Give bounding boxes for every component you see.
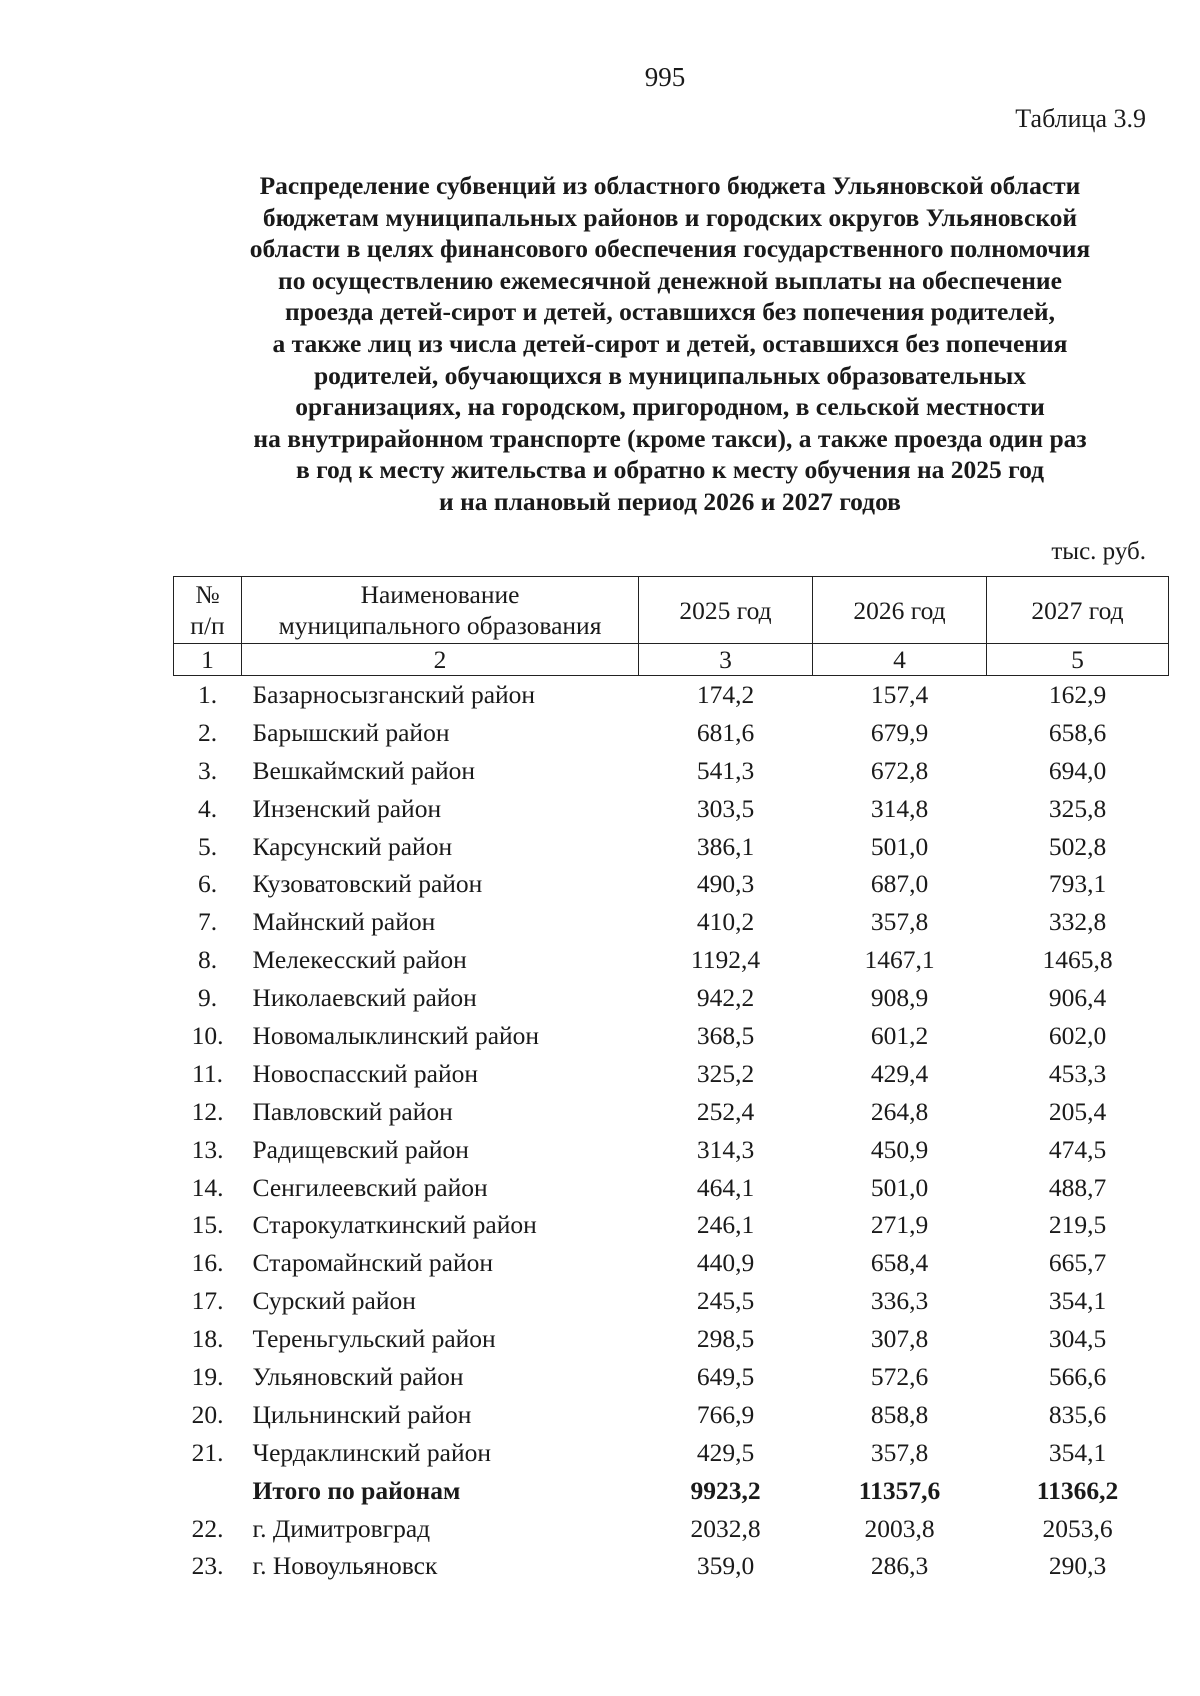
municipality-name: Старокулаткинский район xyxy=(252,1210,537,1240)
row-number: 11. xyxy=(192,1058,223,1088)
value-2027: 304,5 xyxy=(1048,1324,1107,1354)
table-row xyxy=(174,1017,1169,1055)
header-name xyxy=(242,577,639,644)
value-2027: 602,0 xyxy=(1048,1020,1107,1050)
table-row xyxy=(174,1320,1169,1358)
row-number: 8. xyxy=(197,945,218,975)
total-row xyxy=(174,1472,1169,1510)
row-number: 1. xyxy=(197,679,218,709)
title-line: и на плановый период 2026 и 2027 годов xyxy=(439,486,901,516)
header-num-line1: № xyxy=(195,580,220,609)
title-line: проезда детей-сирот и детей, оставшихся без попечения родителей, xyxy=(285,297,1055,327)
municipality-name: Майнский район xyxy=(252,907,436,937)
header-num xyxy=(174,577,242,644)
value-2026: 601,2 xyxy=(870,1020,929,1050)
municipality-name: Цильнинский район xyxy=(252,1399,472,1429)
value-2025: 490,3 xyxy=(696,869,755,899)
table-row xyxy=(174,752,1169,790)
municipality-name: Сенгилеевский район xyxy=(252,1172,488,1202)
row-number: 15. xyxy=(191,1210,224,1240)
table-row xyxy=(174,1396,1169,1434)
municipality-name: Новоспасский район xyxy=(252,1058,479,1088)
header-2027: 2027 год xyxy=(987,577,1169,644)
value-2026: 336,3 xyxy=(870,1286,929,1316)
value-2026: 672,8 xyxy=(870,755,929,785)
title-line: организациях, на городском, пригородном, в сельской местности xyxy=(295,392,1045,422)
table-header-row xyxy=(174,577,1169,644)
municipality-name: Чердаклинский район xyxy=(252,1437,491,1467)
value-2025: 681,6 xyxy=(696,717,755,747)
table-row xyxy=(174,790,1169,828)
value-2026: 687,0 xyxy=(870,869,929,899)
value-2026: 307,8 xyxy=(870,1324,929,1354)
value-2025: 245,5 xyxy=(696,1286,755,1316)
table-row xyxy=(174,1434,1169,1472)
value-2025: 649,5 xyxy=(696,1361,755,1391)
value-2026: 357,8 xyxy=(870,907,929,937)
municipality-name: Барышский район xyxy=(252,717,450,747)
value-2026: 286,3 xyxy=(870,1551,929,1581)
value-2025: 246,1 xyxy=(696,1210,755,1240)
column-number: 5 xyxy=(987,644,1169,676)
value-2027: 906,4 xyxy=(1048,983,1107,1013)
value-2025: 9923,2 xyxy=(690,1475,761,1505)
title-line: по осуществлению ежемесячной денежной выплаты на обеспечение xyxy=(278,265,1062,295)
row-number xyxy=(174,1472,242,1510)
value-2025: 359,0 xyxy=(696,1551,755,1581)
row-number: 2. xyxy=(197,717,218,747)
page-number: 995 xyxy=(644,62,686,92)
value-2027: 354,1 xyxy=(1048,1286,1107,1316)
title-line: на внутрирайонном транспорте (кроме такси), а также проезда один раз xyxy=(253,423,1087,453)
value-2026: 314,8 xyxy=(870,793,929,823)
row-number: 3. xyxy=(197,755,218,785)
table-row xyxy=(174,903,1169,941)
value-2026: 1467,1 xyxy=(864,945,935,975)
row-number: 14. xyxy=(191,1172,224,1202)
value-2025: 368,5 xyxy=(696,1020,755,1050)
municipality-name: Вешкаймский район xyxy=(252,755,476,785)
row-number: 21. xyxy=(191,1437,224,1467)
value-2027: 11366,2 xyxy=(1036,1475,1119,1505)
row-number: 12. xyxy=(191,1096,224,1126)
value-2026: 450,9 xyxy=(870,1134,929,1164)
title-line: области в целях финансового обеспечения государственного полномочия xyxy=(249,234,1091,264)
row-number: 19. xyxy=(191,1361,224,1391)
value-2026: 679,9 xyxy=(870,717,929,747)
municipality-name: Итого по районам xyxy=(252,1475,461,1505)
value-2026: 858,8 xyxy=(870,1399,929,1429)
municipality-name: Карсунский район xyxy=(252,831,453,861)
value-2027: 566,6 xyxy=(1048,1361,1107,1391)
municipality-name: Мелекесский район xyxy=(252,945,467,975)
value-2027: 325,8 xyxy=(1048,793,1107,823)
municipality-name: Радищевский район xyxy=(252,1134,469,1164)
row-number: 16. xyxy=(191,1248,224,1278)
table-row xyxy=(174,1510,1169,1548)
row-number: 7. xyxy=(197,907,218,937)
value-2027: 219,5 xyxy=(1048,1210,1107,1240)
value-2025: 766,9 xyxy=(696,1399,755,1429)
table-row xyxy=(174,1244,1169,1282)
value-2025: 174,2 xyxy=(696,679,755,709)
municipality-name: Павловский район xyxy=(252,1096,453,1126)
value-2027: 290,3 xyxy=(1048,1551,1107,1581)
value-2026: 2003,8 xyxy=(864,1513,935,1543)
value-2027: 1465,8 xyxy=(1042,945,1113,975)
municipality-name: г. Димитровград xyxy=(252,1513,431,1543)
units-label: тыс. руб. xyxy=(1051,538,1146,565)
title-line: в год к месту жительства и обратно к месту обучения на 2025 год xyxy=(295,455,1045,485)
row-number: 10. xyxy=(191,1020,224,1050)
table-row xyxy=(174,941,1169,979)
value-2025: 386,1 xyxy=(696,831,755,861)
value-2026: 501,0 xyxy=(870,1172,929,1202)
row-number: 17. xyxy=(191,1286,224,1316)
municipality-name: Старомайнский район xyxy=(252,1248,494,1278)
table-label: Таблица 3.9 xyxy=(1015,104,1146,133)
municipality-name: Сурский район xyxy=(252,1286,416,1316)
table-row xyxy=(174,714,1169,752)
municipality-name: Тереньгульский район xyxy=(252,1324,496,1354)
subsidy-table xyxy=(173,576,1169,1585)
value-2026: 264,8 xyxy=(870,1096,929,1126)
value-2027: 354,1 xyxy=(1048,1437,1107,1467)
value-2027: 332,8 xyxy=(1048,907,1107,937)
header-name-line1: Наименование xyxy=(360,580,520,609)
value-2027: 835,6 xyxy=(1048,1399,1107,1429)
table-row xyxy=(174,1358,1169,1396)
title-line: родителей, обучающихся в муниципальных образовательных xyxy=(313,360,1027,390)
table-row xyxy=(174,1055,1169,1093)
table-row xyxy=(174,1206,1169,1244)
table-row xyxy=(174,676,1169,714)
table-row xyxy=(174,828,1169,866)
table-row xyxy=(174,865,1169,903)
value-2026: 157,4 xyxy=(870,679,929,709)
value-2027: 2053,6 xyxy=(1042,1513,1113,1543)
value-2027: 665,7 xyxy=(1048,1248,1107,1278)
value-2025: 325,2 xyxy=(696,1058,755,1088)
table-row xyxy=(174,1093,1169,1131)
municipality-name: Кузоватовский район xyxy=(252,869,483,899)
row-number: 20. xyxy=(191,1399,224,1429)
column-number: 3 xyxy=(639,644,813,676)
municipality-name: Базарносызганский район xyxy=(252,679,536,709)
value-2026: 357,8 xyxy=(870,1437,929,1467)
municipality-name: Новомалыклинский район xyxy=(252,1020,540,1050)
value-2027: 793,1 xyxy=(1048,869,1107,899)
value-2027: 658,6 xyxy=(1048,717,1107,747)
table-row xyxy=(174,979,1169,1017)
row-number: 18. xyxy=(191,1324,224,1354)
column-number: 4 xyxy=(813,644,987,676)
municipality-name: Инзенский район xyxy=(252,793,442,823)
value-2026: 908,9 xyxy=(870,983,929,1013)
value-2025: 252,4 xyxy=(696,1096,755,1126)
value-2025: 942,2 xyxy=(696,983,755,1013)
row-number: 5. xyxy=(197,831,218,861)
value-2025: 298,5 xyxy=(696,1324,755,1354)
title-line: а также лиц из числа детей-сирот и детей, оставшихся без попечения xyxy=(272,328,1068,358)
table-body xyxy=(174,676,1169,1586)
municipality-name: г. Новоульяновск xyxy=(252,1551,438,1581)
value-2026: 271,9 xyxy=(870,1210,929,1240)
table-row xyxy=(174,1282,1169,1320)
value-2026: 572,6 xyxy=(870,1361,929,1391)
column-number: 1 xyxy=(174,644,242,676)
document-title xyxy=(150,170,1190,518)
row-number: 9. xyxy=(197,983,218,1013)
row-number: 4. xyxy=(197,793,218,823)
title-line: Распределение субвенций из областного бюджета Ульяновской области xyxy=(259,171,1081,200)
table-row xyxy=(174,1547,1169,1585)
value-2025: 541,3 xyxy=(696,755,755,785)
value-2025: 429,5 xyxy=(696,1437,755,1467)
value-2025: 464,1 xyxy=(696,1172,755,1202)
value-2026: 429,4 xyxy=(870,1058,929,1088)
value-2025: 303,5 xyxy=(696,793,755,823)
value-2027: 474,5 xyxy=(1048,1134,1107,1164)
value-2025: 2032,8 xyxy=(690,1513,761,1543)
value-2027: 502,8 xyxy=(1048,831,1107,861)
column-number-row xyxy=(174,644,1169,676)
value-2027: 453,3 xyxy=(1048,1058,1107,1088)
value-2026: 11357,6 xyxy=(858,1475,941,1505)
title-line: бюджетам муниципальных районов и городских округов Ульяновской xyxy=(262,202,1078,232)
row-number: 6. xyxy=(197,869,218,899)
column-number: 2 xyxy=(242,644,639,676)
municipality-name: Николаевский район xyxy=(252,983,477,1013)
header-num-line2: п/п xyxy=(190,611,225,640)
value-2027: 488,7 xyxy=(1048,1172,1107,1202)
value-2027: 162,9 xyxy=(1048,679,1107,709)
value-2026: 658,4 xyxy=(870,1248,929,1278)
value-2025: 410,2 xyxy=(696,907,755,937)
header-2026: 2026 год xyxy=(813,577,987,644)
municipality-name: Ульяновский район xyxy=(252,1361,464,1391)
value-2027: 205,4 xyxy=(1048,1096,1107,1126)
row-number: 22. xyxy=(191,1513,224,1543)
header-2025: 2025 год xyxy=(639,577,813,644)
value-2026: 501,0 xyxy=(870,831,929,861)
row-number: 23. xyxy=(191,1551,224,1581)
value-2025: 1192,4 xyxy=(690,945,761,975)
value-2027: 694,0 xyxy=(1048,755,1107,785)
table-row xyxy=(174,1169,1169,1207)
header-name-line2: муниципального образования xyxy=(278,611,602,640)
value-2025: 440,9 xyxy=(696,1248,755,1278)
value-2025: 314,3 xyxy=(696,1134,755,1164)
table-row xyxy=(174,1131,1169,1169)
row-number: 13. xyxy=(191,1134,224,1164)
